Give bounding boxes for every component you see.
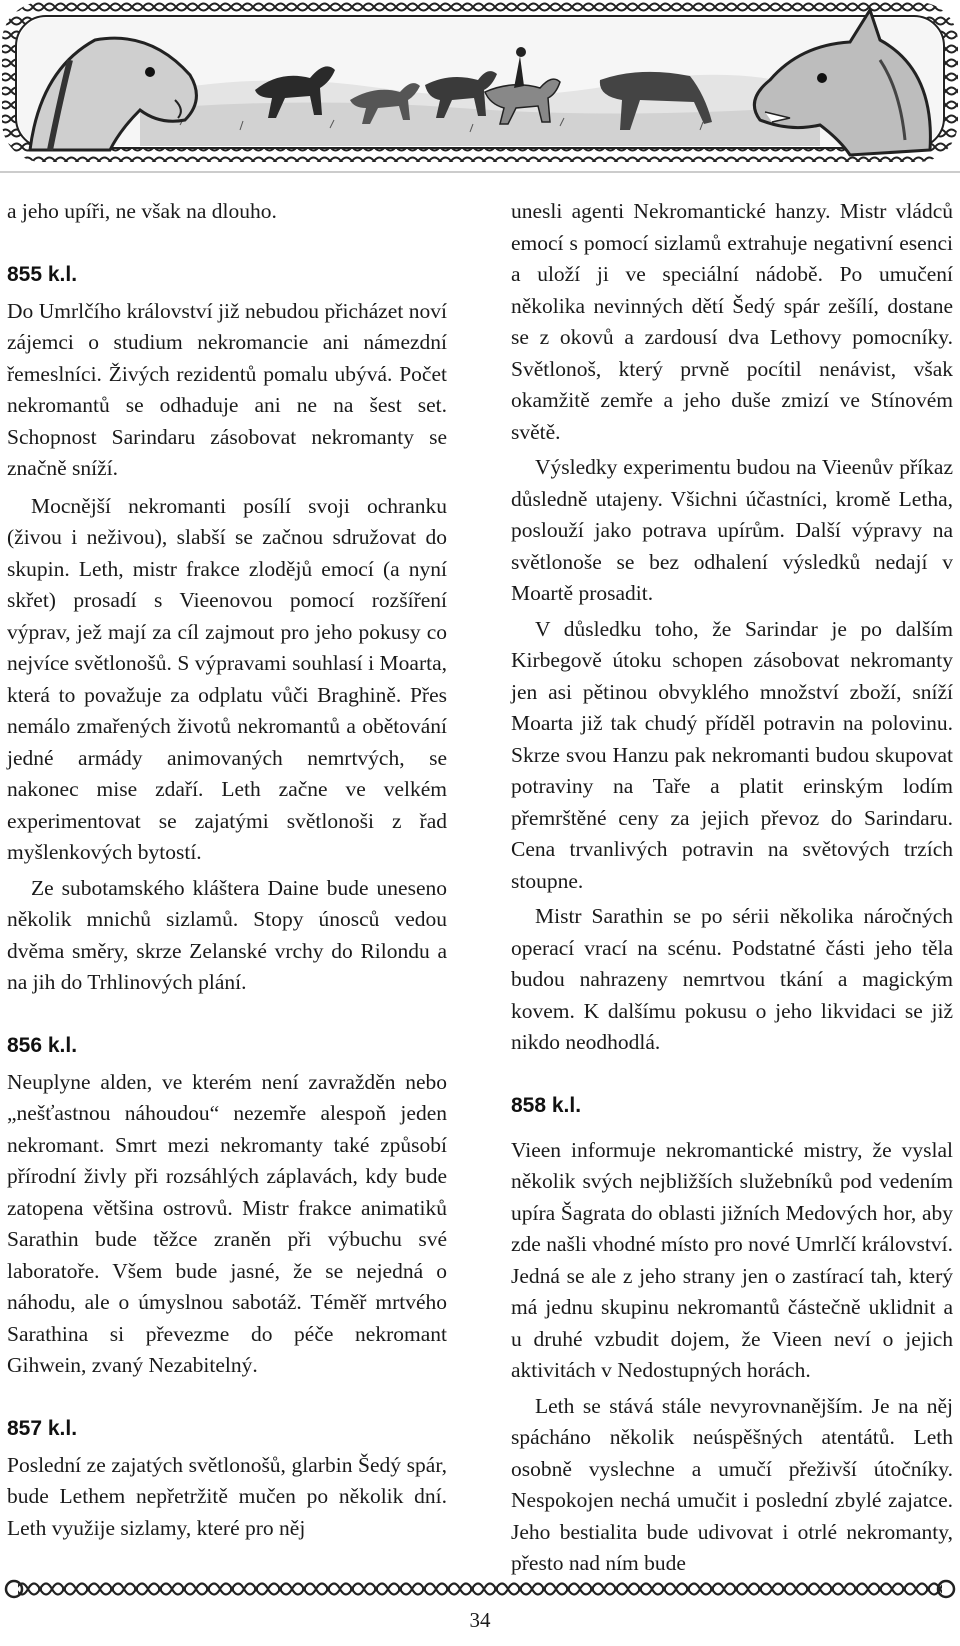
paragraph: V důsledku toho, že Sarindar je po dalším Kirbegově útoku schopen zásobovat nekromanty jen asi pětinou obvyklého množství zboží, sníží Moarta již tak chudý příděl potravin na polovinu. Skrze svou Hanzu pak nekromanti budou skupovat potraviny na Taře a platit erinským lodím přemrštěné ceny za jejich převoz do Sarindaru. Cena trvanlivých potravin na světových trzích stoupne. — [511, 616, 953, 893]
right-text-column — [511, 196, 953, 1580]
year-heading-856: 856 k.l. — [7, 1033, 78, 1057]
paragraph: Výsledky experimentu budou na Vieenův příkaz důsledně utajeny. Všichni účastníci, kromě Letha, poslouží jako potrava upírům. Další výpravy na světlonoše se bez odhalení výsledků nedají v Moartě prosadit. — [511, 455, 953, 605]
paragraph: unesli agenti Nekromantické hanzy. Mistr vládců emocí s pomocí sizlamů extrahuje negativní esenci a uloží ji ve speciální nádobě. Po umučení několika nevinných dětí Šedý spár zešílí, dostane se z okovů a zardousí dva Lethovy pomocníky. Světlonoš, který prvně pocítil nenávist, však okamžitě zemře a jeho duše zmizí ve Stínovém světě. — [511, 199, 953, 444]
paragraph: Do Umrlčího království již nebudou přicházet noví zájemci o studium nekromancie ani námezdní řemeslníci. Živých rezidentů pomalu ubývá. Počet nekromantů se odhaduje ani ne na šest set. Schopnost Sarindaru zásobovat nekromanty se značně sníží. — [7, 298, 447, 480]
year-heading-857: 857 k.l. — [7, 1416, 78, 1440]
year-heading-858: 858 k.l. — [511, 1093, 582, 1117]
paragraph: Neuplyne alden, ve kterém není zavražděn nebo „nešťastnou náhoudou“ nezemře alespoň jeden nekromant. Smrt mezi nekromanty také způsobí přírodní živly při rozsáhlých záplavách, kdy bude zatopena většina ostrovů. Mistr frakce animatiků Sarathin bude těžce zraněn při výbuchu své laboratoře. Všem bude jasné, že se nejedná o náhodu, ale o úmyslnou sabotáž. Téměř mrtvého Sarathina si převezme do péče nekromant Gihwein, zvaný Nezabitelný. — [7, 1069, 447, 1377]
paragraph: Mocnější nekromanti posílí svoji ochranku (živou i neživou), slabší se začnou sdružovat do skupin. Leth, mistr frakce zlodějů emocí (a nyní skřet) prosadí s Vieenovou pomocí rozšíření výprav, jež mají za cíl zajmout pro jeho pokusy co nejvíce světlonošů. S výpravami souhlasí i Moarta, která to považuje za odplatu vůči Braghině. Přes nemálo zmařených životů nekromantů a obětování jedné armády animovaných nemrtvých, se nakonec mise zdaří. Leth začne ve velkém experimentovat se zajatými světlonoši z řad myšlenkových bytostí. — [7, 493, 447, 864]
paragraph: Poslední ze zajatých světlonošů, glarbin Šedý spár, bude Lethem nepřetržitě mučen po několik dní. Leth využije sizlamy, které pro něj — [7, 1452, 447, 1540]
paragraph: Mistr Sarathin se po sérii několika náročných operací vrací na scénu. Podstatné části jeho těla budou nahrazeny nemrtvou tkání a magickým kovem. K dalšímu pokusu o jeho likvidaci se již nikdo neodhodlá. — [511, 904, 953, 1054]
paragraph: Vieen informuje nekromantické mistry, že vyslal několik svých nejbližších služebníků pod vedením upíra Šagrata do oblasti jižních Medových hor, aby zde našli vhodné místo pro nové Umrlčí království. Jedná se ale z jeho strany jen o zastírací tah, který má jednu skupinu nekromantů částečně uklidnit a u druhé vzbudit dojem, že Vieen neví o jejich aktivitách v Nedostupných horách. — [511, 1137, 953, 1382]
paragraph: Leth se stává stále nevyrovnanějším. Je na něj spácháno několik neúspěšných atentátů. Leth osobně vyslechne a umučí přeživší útočníky. Nespokojen nechá umučit i poslední zbylé zajatce. Jeho bestialita bude udivovat i otrlé nekromanty, přesto nad ním bude — [511, 1393, 953, 1575]
year-heading-855: 855 k.l. — [7, 262, 78, 286]
footer-knotwork-border — [4, 1576, 956, 1602]
left-text-column — [7, 196, 447, 1544]
page-number: 34 — [469, 1608, 491, 1632]
paragraph: Ze subotamského kláštera Daine bude uneseno několik mnichů sizlamů. Stopy únosců vedou dvěma směry, skrze Zelanské vrchy do Rilondu a na jih do Trhlinových plání. — [7, 875, 447, 994]
header-illustration-banner — [0, 0, 960, 180]
paragraph: a jeho upíři, ne však na dlouho. — [7, 199, 277, 223]
